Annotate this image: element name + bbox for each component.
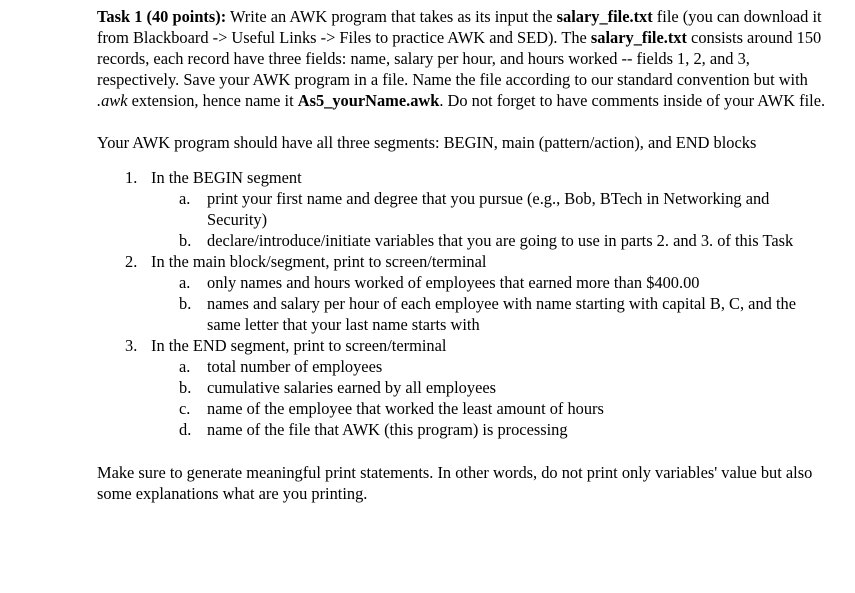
- sub-list-item: [151, 356, 827, 377]
- sub-item-text: name of the employee that worked the least amount of hours: [207, 399, 604, 418]
- sub-item-text: total number of employees: [207, 357, 383, 376]
- sub-list-item: [151, 188, 827, 230]
- task-intro-5: . Do not forget to have comments inside of your AWK file.: [439, 91, 826, 110]
- sub-item-letter: b.: [179, 231, 192, 250]
- sub-item-letter: c.: [179, 399, 191, 418]
- sub-item-text: declare/introduce/initiate variables that you are going to use in parts 2. and 3. of this Task: [207, 231, 794, 250]
- sub-item-text: names and salary per hour of each employee with name starting with capital B, C, and the same letter that your last name starts with: [207, 294, 796, 334]
- segments-paragraph: Your AWK program should have all three segments: BEGIN, main (pattern/action), and END blocks: [97, 133, 757, 152]
- item-text: In the END segment, print to screen/terminal: [151, 336, 447, 355]
- task-paragraph: [97, 6, 827, 111]
- extension: .awk: [97, 91, 128, 110]
- item-number: 1.: [125, 168, 138, 187]
- file-name-2: salary_file.txt: [590, 28, 687, 47]
- sub-list: [151, 356, 827, 440]
- sub-list: [151, 272, 827, 335]
- sub-list-item: [151, 419, 827, 440]
- sub-item-text: cumulative salaries earned by all employees: [207, 378, 496, 397]
- item-text: In the BEGIN segment: [151, 168, 302, 187]
- sub-item-text: print your first name and degree that you pursue (e.g., Bob, BTech in Networking and Security): [207, 189, 770, 229]
- requirements-list: [97, 167, 827, 440]
- list-item: [97, 335, 827, 440]
- sub-list-item: [151, 293, 827, 335]
- sub-item-letter: a.: [179, 357, 191, 376]
- sub-item-text: name of the file that AWK (this program) is processing: [207, 420, 568, 439]
- closing-paragraph: Make sure to generate meaningful print statements. In other words, do not print only variables' value but also some explanations what are you printing.: [97, 463, 813, 503]
- file-name: salary_file.txt: [556, 7, 653, 26]
- task-intro-1: Write an AWK program that takes as its input the: [226, 7, 557, 26]
- task-intro-3: consists around 150 records, each record have three fields: name, salary per hour, and hours worked -- fields 1, 2, and 3, respectively. Save your AWK program in a file. Name the file according to our standard convention but with: [97, 28, 822, 89]
- sub-list-item: [151, 272, 827, 293]
- sub-item-letter: a.: [179, 273, 191, 292]
- sub-item-letter: d.: [179, 420, 192, 439]
- item-text: In the main block/segment, print to screen/terminal: [151, 252, 487, 271]
- list-item: [97, 167, 827, 251]
- task-heading: Task 1 (40 points):: [97, 7, 227, 26]
- item-number: 3.: [125, 336, 138, 355]
- item-number: 2.: [125, 252, 138, 271]
- sub-list-item: [151, 377, 827, 398]
- list-item: [97, 251, 827, 335]
- task-intro-2: file (you can download it from Blackboard -> Useful Links -> Files to practice AWK and SED). The: [97, 7, 822, 47]
- sub-list-item: [151, 230, 827, 251]
- sub-item-letter: a.: [179, 189, 191, 208]
- sub-item-letter: b.: [179, 294, 192, 313]
- sub-item-text: only names and hours worked of employees that earned more than $400.00: [207, 273, 700, 292]
- task-intro-4: extension, hence name it: [127, 91, 298, 110]
- program-name: As5_yourName.awk: [297, 91, 440, 110]
- sub-list-item: [151, 398, 827, 419]
- sub-item-letter: b.: [179, 378, 192, 397]
- document-page: [97, 6, 827, 504]
- sub-list: [151, 188, 827, 251]
